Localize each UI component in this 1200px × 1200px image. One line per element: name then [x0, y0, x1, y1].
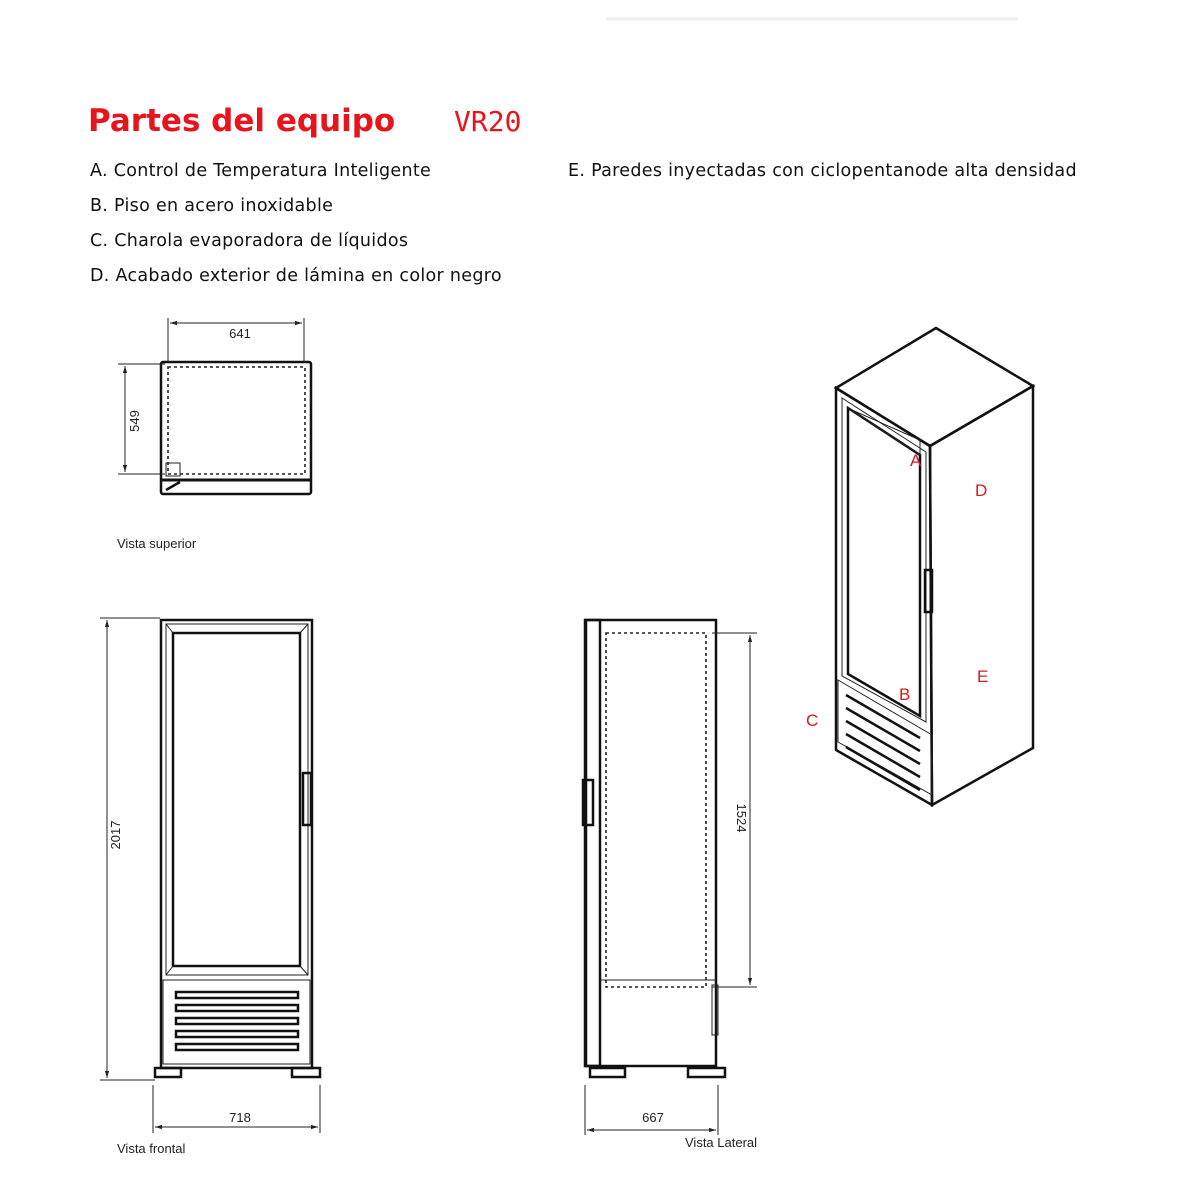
side-inner-height-dimension: 1524: [734, 803, 749, 833]
top-view-caption: Vista superior: [117, 536, 197, 551]
top-view-drawing: [118, 318, 311, 494]
label-a: A: [910, 451, 922, 470]
part-b: B. Piso en acero inoxidable: [90, 196, 334, 216]
top-depth-dimension: 549: [127, 410, 142, 432]
front-height-dimension: 2017: [108, 820, 123, 850]
side-view-caption: Vista Lateral: [685, 1135, 758, 1150]
part-d: D. Acabado exterior de lámina en color negro: [90, 266, 502, 286]
part-a: A. Control de Temperatura Inteligente: [90, 161, 432, 181]
label-d: D: [975, 481, 988, 500]
part-c: C. Charola evaporadora de líquidos: [90, 231, 409, 251]
isometric-view-drawing: [836, 328, 1033, 805]
side-view-drawing: [583, 620, 757, 1135]
part-e: E. Paredes inyectadas con ciclopentanode alta densidad: [568, 161, 1077, 181]
label-e: E: [977, 667, 989, 686]
side-depth-dimension: 667: [642, 1110, 664, 1125]
label-b: B: [899, 685, 911, 704]
model-name: VR20: [454, 105, 522, 138]
label-c: C: [806, 711, 819, 730]
parts-list: [90, 161, 1077, 286]
page-title: Partes del equipo: [88, 103, 396, 139]
front-view-caption: Vista frontal: [117, 1141, 186, 1156]
front-view-drawing: [100, 618, 320, 1133]
top-width-dimension: 641: [229, 326, 251, 341]
front-width-dimension: 718: [229, 1110, 251, 1125]
